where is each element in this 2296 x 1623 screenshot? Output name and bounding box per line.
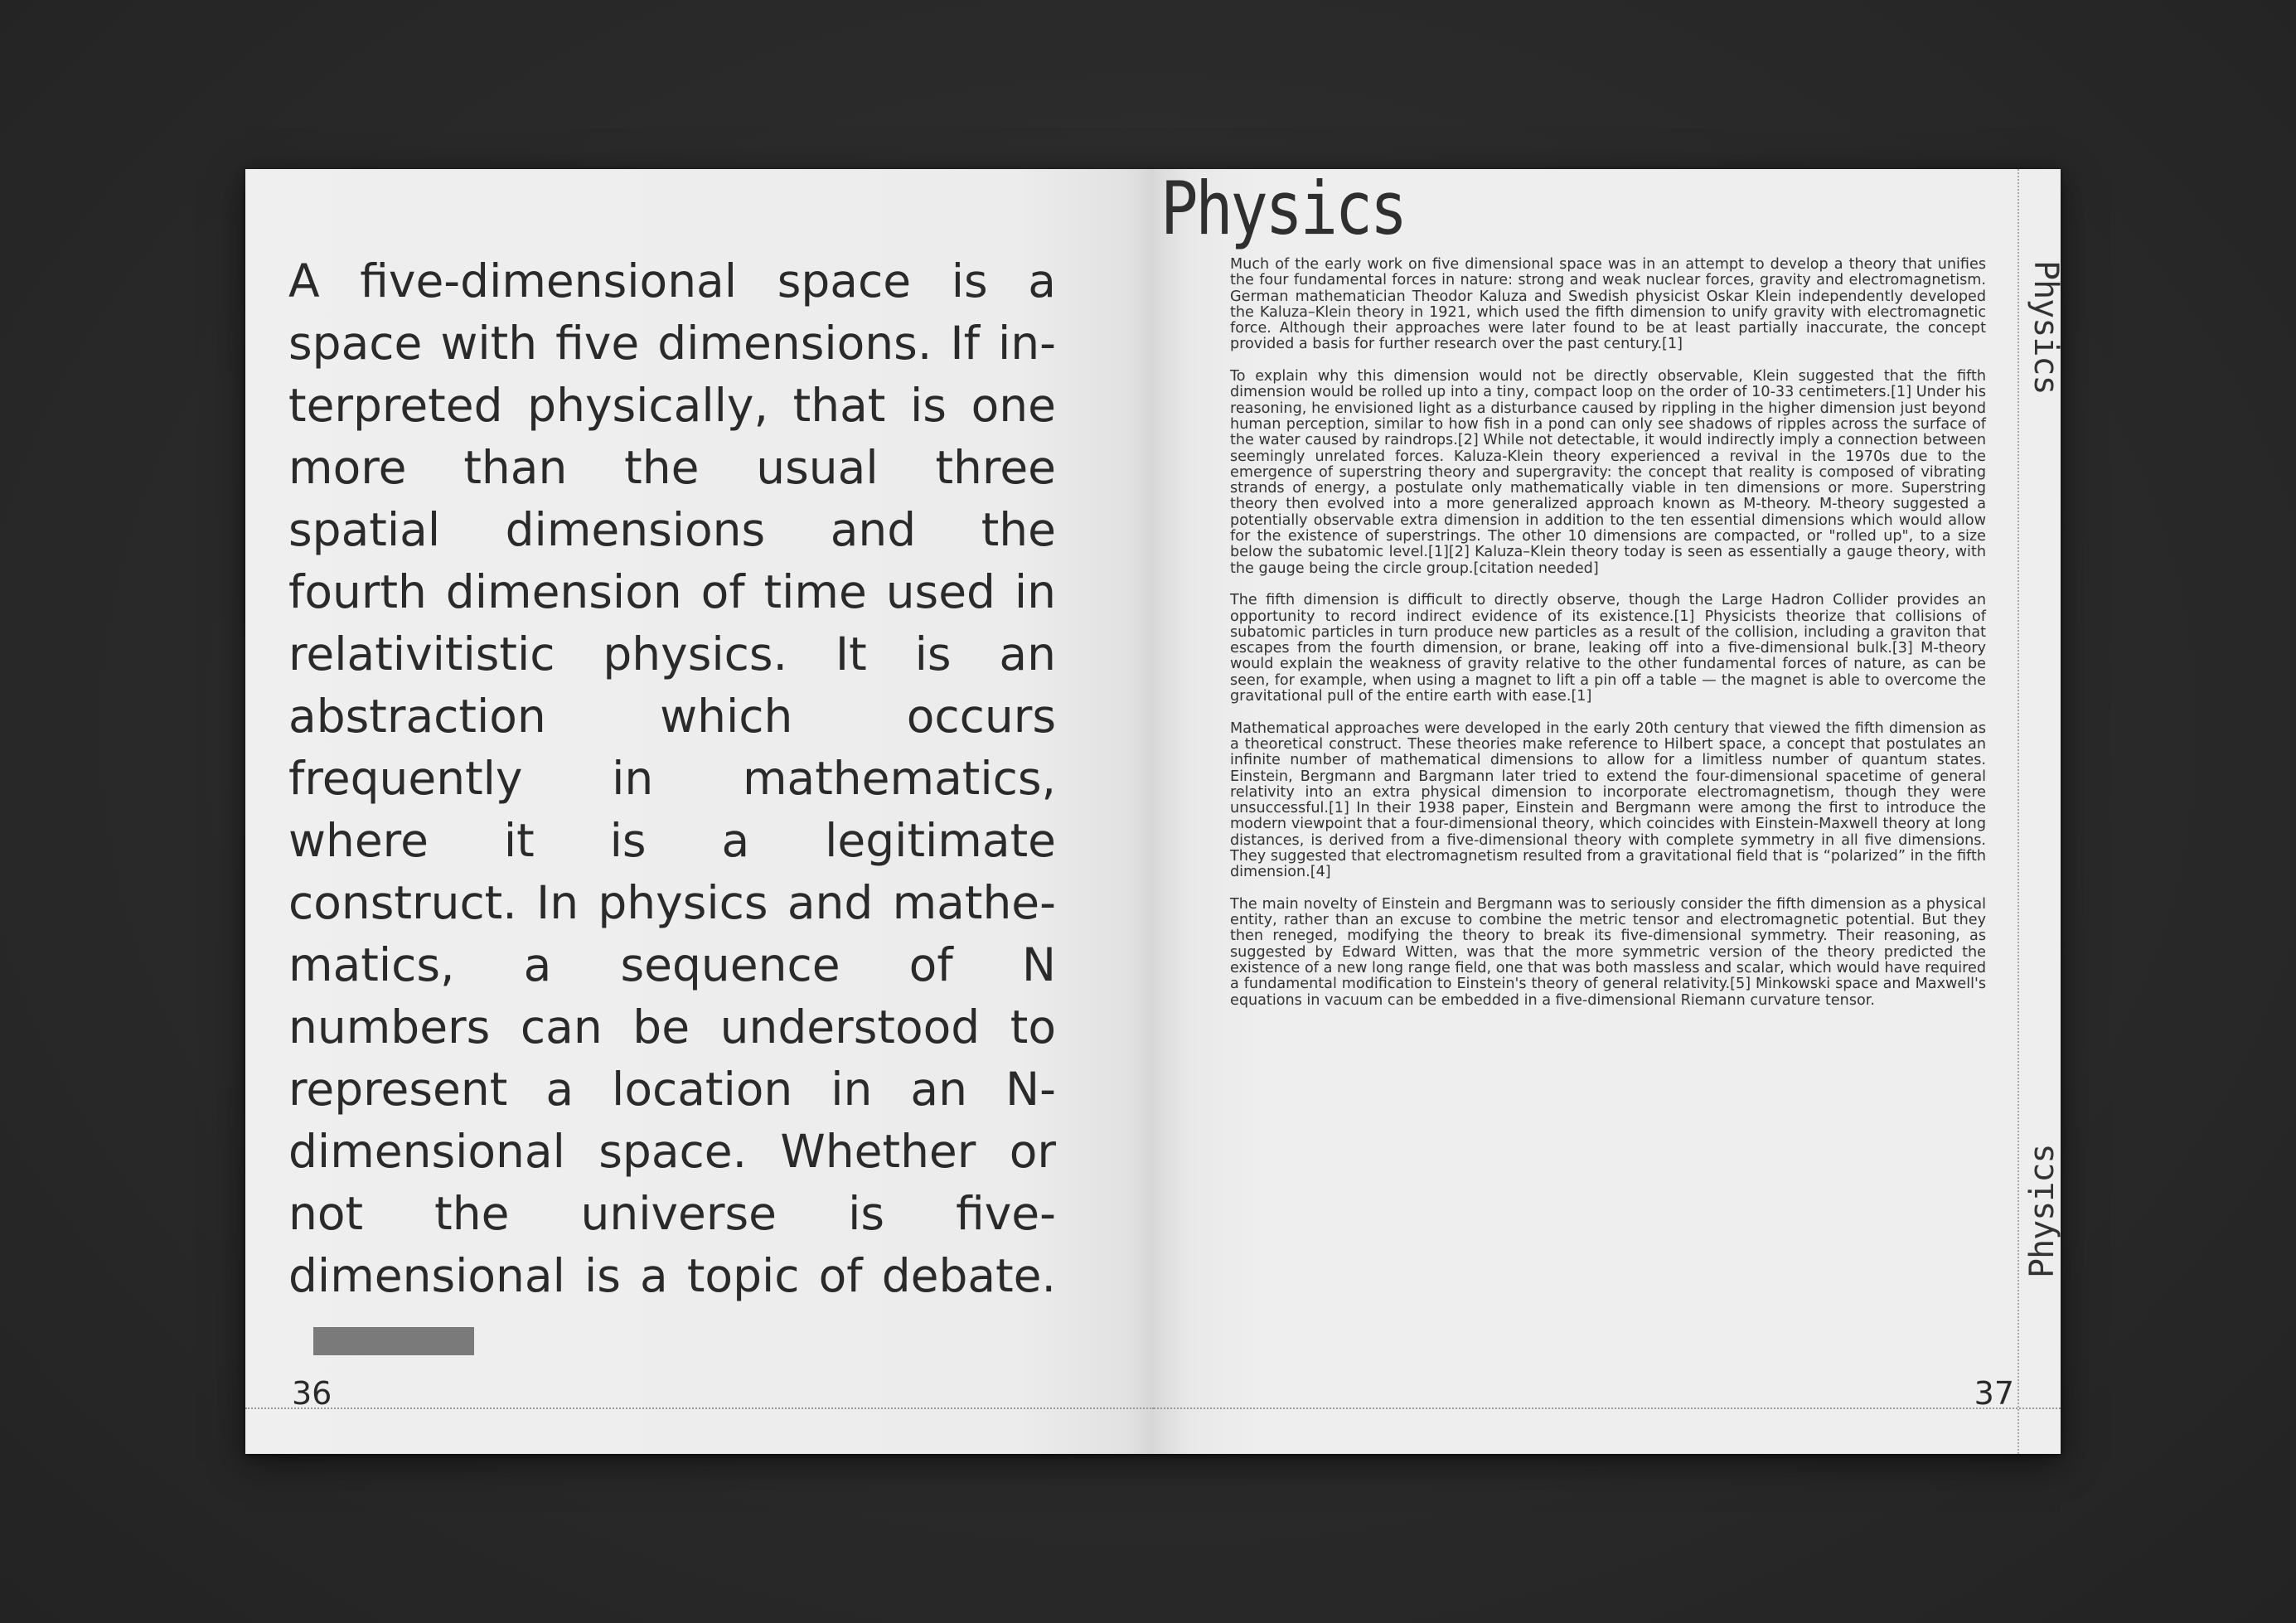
body-paragraph: To explain why this dimension would not be directly observable, Klein suggested that the fifth dimension would be rolled up into a tiny, compact loop on the order of 10-33 centimeters.[1] Under his reasoning, he envisioned light as a disturbance caused by rippling in the higher dimension just beyond human perception, similar to how fish in a pond can only see shadows of ripples across the surface of the water caused by raindrops.[2] While not detectable, it would indirectly imply a connection between seemingly unrelated forces. Kaluza-Klein theory experienced a revival in the 1970s due to the emergence of superstring theory and supergravity: the concept that reality is composed of vibrating strands of energy, a postulate only mathematically viable in ten dimensions or more. Superstring theory then evolved into a more generalized approach known as M-theory. M-theory suggested a potentially observable extra dimension in addition to the ten essential dimensions which would allow for the existence of superstrings. The other 10 dimensions are compacted, or "rolled up", to a size below the subatomic level.[1][2] Kaluza–Klein theory today is seen as essentially a gauge theory, with the gauge being the circle group.[citation needed] (1230, 368, 1986, 577)
body-paragraph: Much of the early work on five dimensional space was in an attempt to develop a theory that unifies the four fundamental forces in nature: strong and weak nuclear forces, gravity and electromagnetism. German mathematician Theodor Kaluza and Swedish physicist Oskar Klein independently developed the Kaluza–Klein theory in 1921, which used the fifth dimension to unify gravity with electromagnetic force. Although their approaches were later found to be at least partially inaccurate, the concept provided a basis for further research over the past century.[1] (1230, 256, 1986, 353)
dotted-folio-rule (245, 1407, 1154, 1409)
dotted-side-rule (2017, 169, 2019, 1454)
body-paragraph: The main novelty of Einstein and Bergmann was to seriously consider the fifth dimension as a physical entity, rather than an excuse to combine the metric tensor and electromagnetic potential. But they then reneged, modifying the theory to break its five-dimensional symmetry. Their reasoning, as suggested by Edward Witten, was that the more symmetric version of the theory predicted the existence of a new long range field, one that was both massless and scalar, which would have required a fundamental modification to Einstein's theory of general relativity.[5] Minkowski space and Maxwell's equations in vacuum can be embedded in a five-dimensional Riemann curvature tensor. (1230, 895, 1986, 1009)
lead-paragraph (288, 250, 1056, 1369)
open-book-spread (245, 166, 2065, 1454)
dotted-folio-rule (1154, 1407, 2061, 1409)
body-paragraph: Mathematical approaches were developed in the early 20th century that viewed the fifth dimension as a theoretical construct. These theories make reference to Hilbert space, a concept that postulates an infinite number of mathematical dimensions to allow for a limitless number of quantum states. Einstein, Bergmann and Bargmann later tried to extend the four-dimensional spacetime of general relativity into an extra physical dimension to incorporate electromagnetism, though they were unsuccessful.[1] In their 1938 paper, Einstein and Bergmann were among the first to introduce the modern viewpoint that a four-dimensional theory, which coincides with Einstein-Maxwell theory at long distances, is derived from a five-dimensional theory with complete symmetry in all five dimensions. They suggested that electromagnetism resulted from a gravitational field that is “polarized” in the fifth dimension.[4] (1230, 719, 1986, 881)
running-head-top: Physics (2027, 260, 2065, 395)
body-text-column (1230, 257, 1986, 1025)
lead-paragraph-text: A five-dimensional space is a space with five dimensions. If interpreted physically, that is one more than the usual three spatial dimensions and the fourth dimension of time used in relativitistic physics. It is an abstraction which occurs frequently in mathematics, where it is a legitimate construct. In physics and mathematics, a sequence of N numbers can be understood to represent a location in an N-dimensional space. Whether or not the universe is five-dimensional is a topic of debate. (288, 254, 1056, 1302)
body-paragraph: The fifth dimension is difficult to directly observe, though the Large Hadron Collider provides an opportunity to record indirect evidence of its existence.[1] Physicists theorize that collisions of subatomic particles in turn produce new particles as a result of the collision, including a graviton that escapes from the fourth dimension, or brane, leaking off into a five-dimensional bulk.[3] M-theory would explain the weakness of gravity relative to the other fundamental forces of nature, as can be seen, for example, when using a magnet to lift a pin off a table — the magnet is able to overcome the gravitational pull of the entire earth with ease.[1] (1230, 592, 1986, 705)
running-head-bottom: Physics (2023, 1144, 2061, 1278)
page-number-left: 36 (292, 1375, 332, 1412)
section-title: Physics (1160, 166, 1405, 251)
right-page (1154, 166, 2065, 1454)
end-mark-bar (313, 1327, 474, 1355)
left-page (245, 169, 1154, 1454)
page-number-right: 37 (1974, 1375, 2014, 1412)
